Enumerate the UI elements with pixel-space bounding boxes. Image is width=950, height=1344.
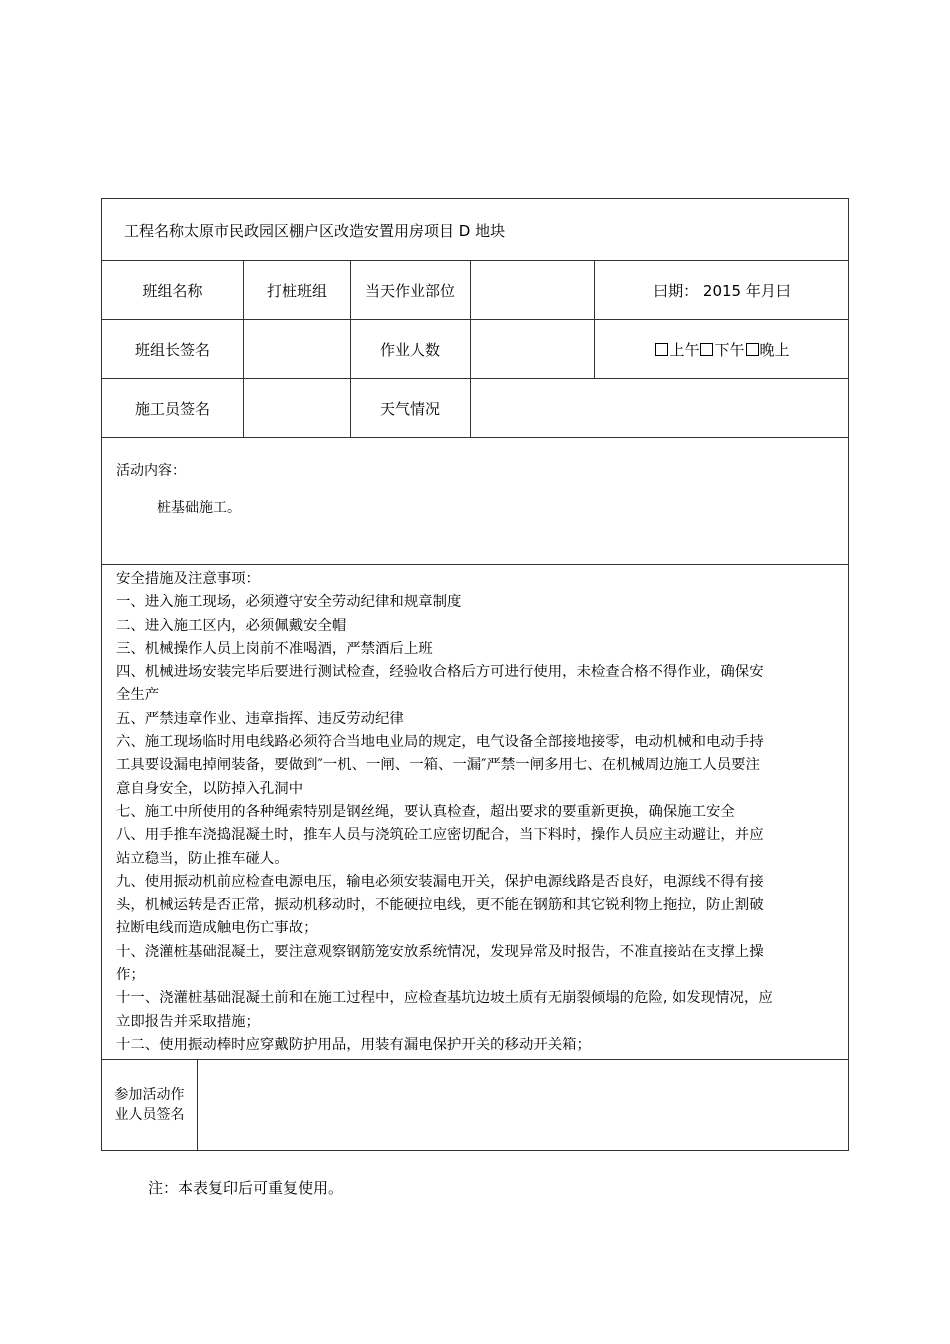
work-safety-form bbox=[101, 198, 849, 1151]
safety-line: 八、用手推车浇捣混凝土时，推车人员与浇筑砼工应密切配合，当下料时，操作人员应主动避让，并应 bbox=[116, 827, 764, 844]
safety-line: 拉断电线而造成触电伤亡事故； bbox=[116, 920, 318, 937]
safety-line: 一、进入施工现场，必须遵守安全劳动纪律和规章制度 bbox=[116, 594, 462, 611]
am-checkbox[interactable] bbox=[655, 343, 668, 356]
am-label: 上午 bbox=[669, 340, 700, 359]
safety-line: 全生产 bbox=[116, 687, 160, 704]
weather-field[interactable] bbox=[471, 379, 849, 437]
night-checkbox[interactable] bbox=[746, 343, 759, 356]
activity-section bbox=[102, 438, 848, 565]
safety-line: 四、机械进场安装完毕后要进行测试检查，经验收合格后方可进行使用，未检查合格不得作业，确保安 bbox=[116, 664, 764, 681]
work-location-field[interactable] bbox=[471, 261, 593, 319]
participant-signature-row bbox=[102, 1060, 848, 1150]
safety-line: 头，机械运转是否正常，振动机移动时，不能硬拉电线，更不能在钢筋和其它锐利物上拖拉，防止割破 bbox=[116, 897, 764, 914]
leader-row bbox=[102, 320, 848, 379]
safety-line: 十一、浇灌桩基础混凝土前和在施工过程中，应检查基坑边坡土质有无崩裂倾塌的危险, 如发现情况，应 bbox=[116, 990, 773, 1007]
time-period-options bbox=[595, 320, 849, 378]
construction-staff-signature-label: 施工员签名 bbox=[134, 399, 210, 418]
team-leader-signature-field[interactable] bbox=[244, 320, 350, 378]
safety-line: 工具要设漏电掉闸装备，要做到″一机、一闸、一箱、一漏″严禁一闸多用七、在机械周边施工人员要注 bbox=[116, 757, 760, 774]
participant-signature-label: 参加活动作 业人员签名 bbox=[114, 1087, 185, 1124]
team-name-value: 打桩班组 bbox=[266, 281, 327, 300]
pm-label: 下午 bbox=[714, 340, 745, 359]
safety-line: 五、严禁违章作业、违章指挥、违反劳动纪律 bbox=[116, 710, 404, 727]
project-title-row bbox=[102, 199, 848, 261]
safety-measures-section bbox=[102, 565, 848, 1060]
safety-line: 安全措施及注意事项： bbox=[116, 571, 260, 587]
worker-count-field[interactable] bbox=[471, 320, 593, 378]
worker-count-label: 作业人数 bbox=[379, 340, 440, 359]
safety-line: 十二、使用振动棒时应穿戴防护用品，用装有漏电保护开关的移动开关箱； bbox=[116, 1036, 591, 1053]
activity-label: 活动内容： bbox=[116, 463, 186, 479]
project-title: 工程名称太原市民政园区棚户区改造安置用房项目 D 地块 bbox=[124, 222, 506, 240]
team-leader-signature-label: 班组长签名 bbox=[134, 340, 210, 359]
night-label: 晚上 bbox=[759, 340, 790, 359]
construction-staff-signature-field[interactable] bbox=[244, 379, 350, 437]
weather-label: 天气情况 bbox=[379, 399, 440, 418]
staff-row bbox=[102, 379, 848, 438]
safety-line: 三、机械操作人员上岗前不准喝酒，严禁酒后上班 bbox=[116, 640, 433, 657]
safety-line: 意自身安全，以防掉入孔洞中 bbox=[116, 780, 304, 797]
safety-line: 作； bbox=[116, 967, 145, 984]
team-row bbox=[102, 261, 848, 320]
safety-line: 十、浇灌桩基础混凝土，要注意观察钢筋笼安放系统情况，发现异常及时报告，不准直接站在支撑上操 bbox=[116, 943, 764, 960]
team-name-label: 班组名称 bbox=[142, 281, 203, 300]
safety-line: 站立稳当，防止推车碰人。 bbox=[116, 850, 289, 867]
safety-line: 七、施工中所使用的各种绳索特别是钢丝绳，要认真检查，超出要求的要重新更换，确保施工安全 bbox=[116, 803, 735, 820]
activity-content: 桩基础施工。 bbox=[157, 500, 241, 516]
footer-note: 注：本表复印后可重复使用。 bbox=[148, 1179, 344, 1197]
safety-line: 立即报告并采取措施； bbox=[116, 1013, 260, 1030]
safety-line: 六、施工现场临时用电线路必须符合当地电业局的规定，电气设备全部接地接零，电动机械和电动手持 bbox=[116, 734, 764, 751]
safety-line: 二、进入施工区内，必须佩戴安全帽 bbox=[116, 617, 347, 634]
date-field[interactable]: 曰期： 2015 年月曰 bbox=[653, 281, 791, 300]
work-location-label: 当天作业部位 bbox=[364, 281, 455, 300]
participant-signature-field[interactable] bbox=[198, 1060, 848, 1150]
pm-checkbox[interactable] bbox=[700, 343, 713, 356]
safety-line: 九、使用振动机前应检查电源电压，输电必须安装漏电开关，保护电源线路是否良好，电源线不得有接 bbox=[116, 873, 764, 890]
